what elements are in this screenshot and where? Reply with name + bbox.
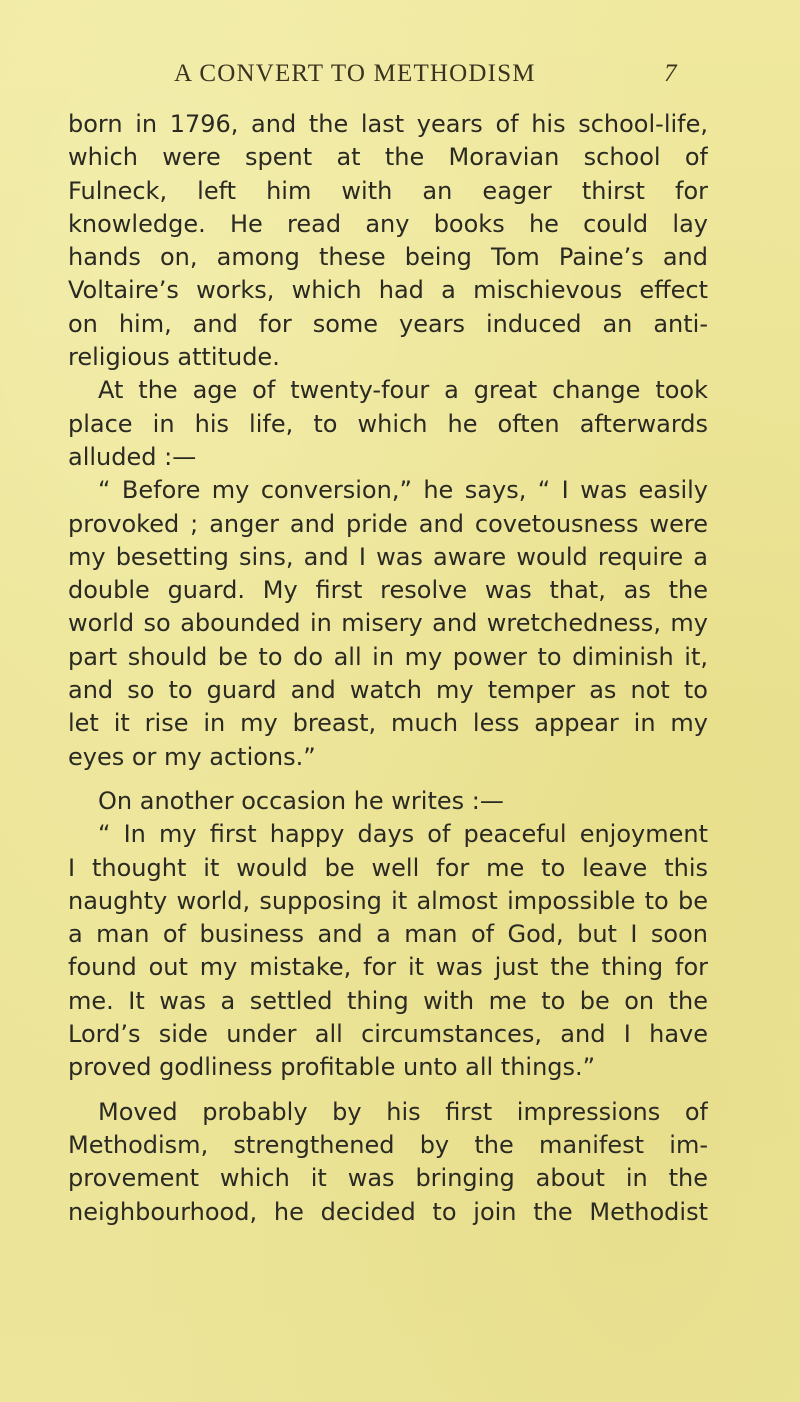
- text-line: “ Before my conversion,” he says, “ I was easily: [98, 476, 708, 505]
- text-line: alluded :—: [68, 442, 197, 471]
- text-line: “ In my first happy days of peaceful enjoyment: [98, 820, 708, 849]
- text-line: naughty world, supposing it almost impossible to be: [68, 886, 708, 915]
- text-line: which were spent at the Moravian school of: [68, 143, 708, 172]
- text-line: Moved probably by his first impressions of: [98, 1097, 708, 1126]
- text-line: double guard. My first resolve was that, as the: [68, 576, 708, 605]
- text-line: my besetting sins, and I was aware would require a: [68, 542, 708, 571]
- text-line: proved godliness profitable unto all things.”: [68, 1053, 596, 1082]
- text-line: knowledge. He read any books he could lay: [68, 209, 708, 238]
- text-line: part should be to do all in my power to diminish it,: [68, 642, 708, 671]
- text-line: let it rise in my breast, much less appear in my: [68, 709, 708, 738]
- text-line: At the age of twenty-four a great change took: [98, 376, 708, 405]
- text-line: and so to guard and watch my temper as not to: [68, 676, 708, 705]
- text-line: provement which it was bringing about in the: [68, 1164, 708, 1193]
- text-line: Methodism, strengthened by the manifest im-: [68, 1130, 708, 1159]
- text-line: found out my mistake, for it was just the thing for: [68, 953, 708, 982]
- text-line: hands on, among these being Tom Paine’s and: [68, 243, 708, 272]
- text-line: neighbourhood, he decided to join the Methodist: [68, 1197, 708, 1226]
- text-line: provoked ; anger and pride and covetousness were: [68, 509, 708, 538]
- text-line: place in his life, to which he often afterwards: [68, 409, 708, 438]
- text-line: world so abounded in misery and wretchedness, my: [68, 609, 708, 638]
- text-line: eyes or my actions.”: [68, 742, 316, 771]
- page-header: [0, 60, 800, 100]
- text-line: Voltaire’s works, which had a mischievous effect: [68, 276, 708, 305]
- page-number: 7: [664, 60, 677, 87]
- text-line: Fulneck, left him with an eager thirst for: [68, 176, 708, 205]
- body-text: [68, 108, 708, 1229]
- running-head: A CONVERT TO METHODISM: [174, 60, 536, 87]
- text-line: On another occasion he writes :—: [98, 786, 504, 815]
- text-line: me. It was a settled thing with me to be on the: [68, 986, 708, 1015]
- text-line: Lord’s side under all circumstances, and I have: [68, 1020, 708, 1049]
- text-line: a man of business and a man of God, but I soon: [68, 920, 708, 949]
- text-line: born in 1796, and the last years of his school-life,: [68, 110, 708, 138]
- text-line: religious attitude.: [68, 343, 280, 372]
- text-line: I thought it would be well for me to leave this: [68, 853, 708, 882]
- text-line: on him, and for some years induced an anti-: [68, 309, 708, 338]
